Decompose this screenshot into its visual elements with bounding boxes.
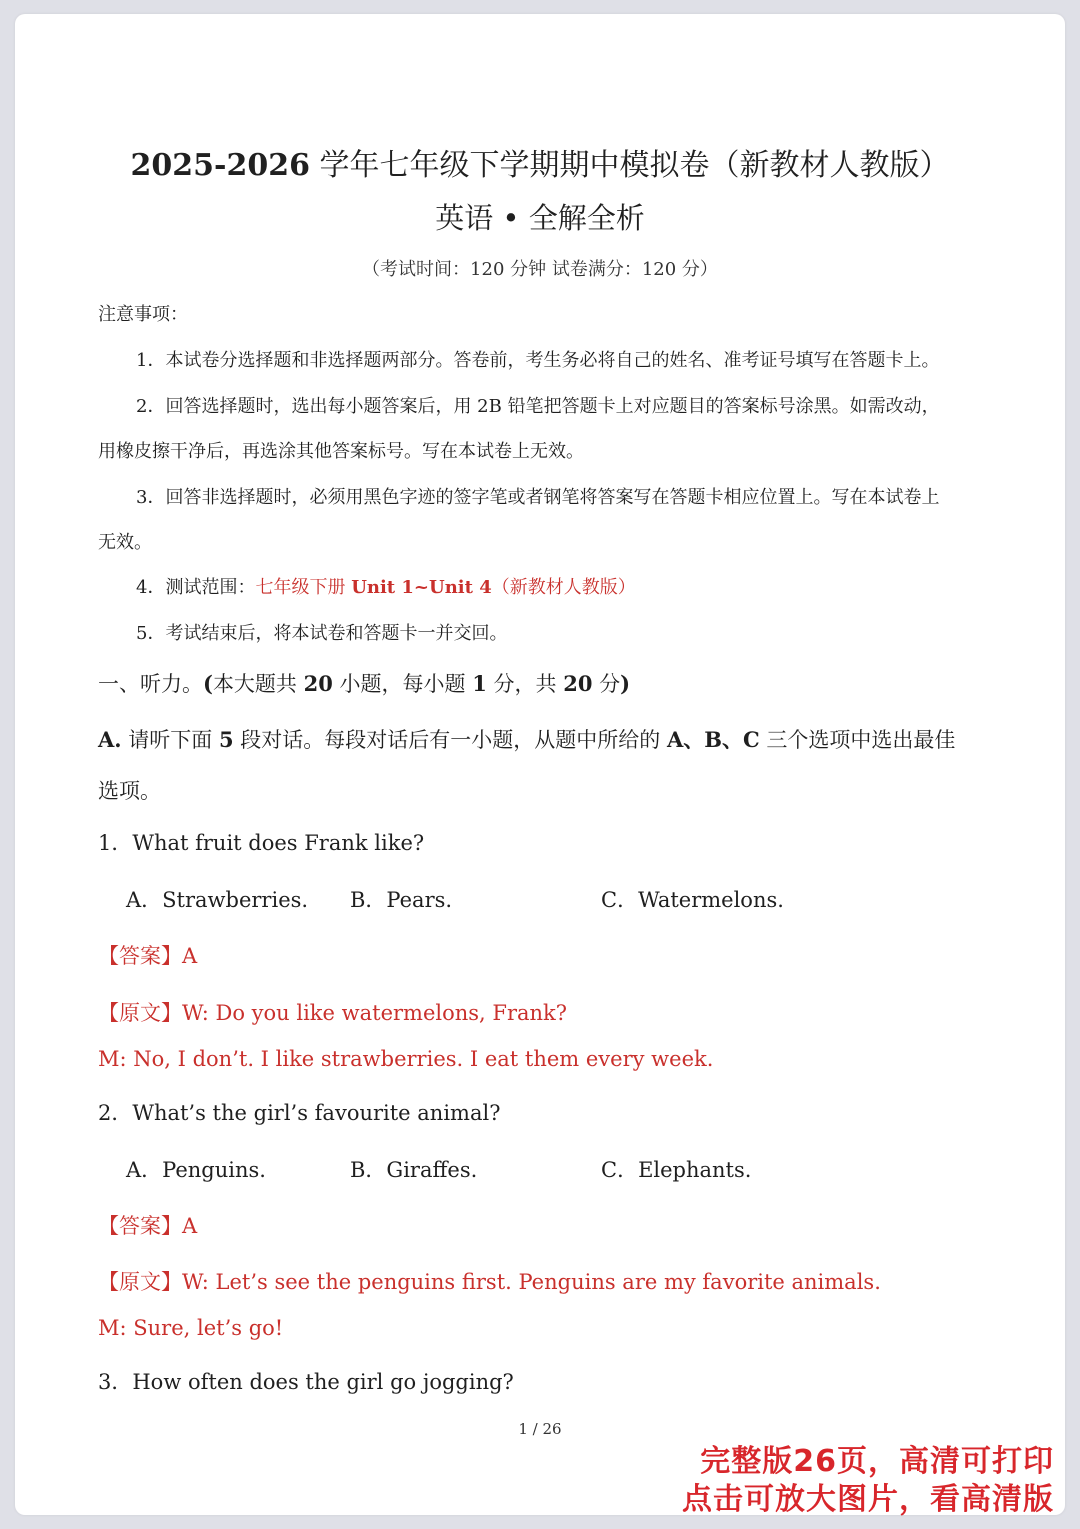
note-item-4: 4．测试范围：七年级下册 Unit 1~Unit 4（新教材人教版） (136, 577, 636, 598)
q1-option-c: C．Watermelons. (601, 888, 784, 912)
q1-script-m: M: No, I don’t. I like strawberries. I eat them every week. (98, 1047, 714, 1071)
q2-script-m: M: Sure, let’s go! (98, 1316, 284, 1340)
q2-option-b: B．Giraffes. (350, 1158, 478, 1182)
note-item-2-cont: 用橡皮擦干净后，再选涂其他答案标号。写在本试卷上无效。 (98, 441, 584, 462)
note-item-1: 1．本试卷分选择题和非选择题两部分。答卷前，考生务必将自己的姓名、准考证号填写在答题卡上。 (136, 350, 940, 371)
page-number: 1 / 26 (518, 1420, 562, 1438)
promo-line-1: 完整版26页，高清可打印 (700, 1444, 1054, 1479)
q2-option-a: A．Penguins. (126, 1158, 266, 1182)
note-item-3: 3．回答非选择题时，必须用黑色字迹的签字笔或者钢笔将答案写在答题卡相应位置上。写在本试卷上 (136, 487, 940, 508)
section-heading: 一、听力。(本大题共 20 小题，每小题 1 分，共 20 分) (98, 671, 631, 696)
q2-answer: 【答案】A (98, 1214, 198, 1238)
exam-info: （考试时间：120 分钟 试卷满分：120 分） (362, 259, 718, 280)
part-a-instruction-cont: 选项。 (98, 779, 161, 803)
q1-answer: 【答案】A (98, 944, 198, 968)
question-2: 2．What’s the girl’s favourite animal? (98, 1101, 501, 1125)
question-1: 1．What fruit does Frank like? (98, 831, 425, 855)
q2-script-w: 【原文】W: Let’s see the penguins first. Penguins are my favorite animals. (98, 1270, 881, 1294)
note-item-3-cont: 无效。 (98, 532, 152, 553)
question-3: 3．How often does the girl go jogging? (98, 1370, 514, 1394)
promo-line-2[interactable]: 点击可放大图片，看高清版 (682, 1482, 1054, 1517)
page-title: 2025-2026 学年七年级下学期期中模拟卷（新教材人教版） (130, 148, 950, 183)
part-a-instruction: A. 请听下面 5 段对话。每段对话后有一小题，从题中所给的 A、B、C 三个选项中选出最佳 (98, 727, 956, 752)
notes-heading: 注意事项： (98, 304, 188, 325)
q1-option-b: B．Pears. (350, 888, 453, 912)
q1-option-a: A．Strawberries. (126, 888, 309, 912)
note-item-2: 2．回答选择题时，选出每小题答案后，用 2B 铅笔把答题卡上对应题目的答案标号涂黑。如需改动， (136, 396, 940, 417)
q1-script-w: 【原文】W: Do you like watermelons, Frank? (98, 1001, 568, 1025)
subtitle: 英语 • 全解全析 (435, 201, 645, 235)
q2-option-c: C．Elephants. (601, 1158, 752, 1182)
test-range: 七年级下册 Unit 1~Unit 4（新教材人教版） (255, 577, 636, 598)
note-item-5: 5．考试结束后，将本试卷和答题卡一并交回。 (136, 623, 508, 644)
